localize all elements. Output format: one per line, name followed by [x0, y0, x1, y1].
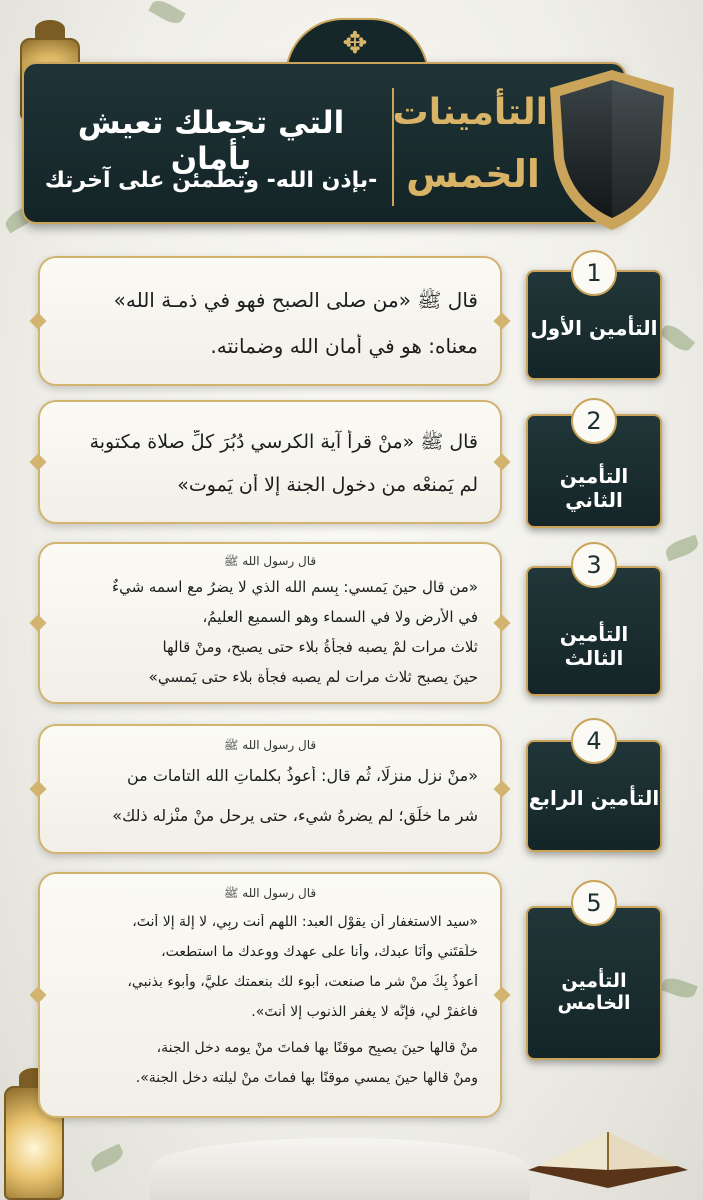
badge-4-label: التأمين الرابع — [528, 786, 660, 810]
number-circle-3: 3 — [571, 542, 617, 588]
card-5-intro: قال رسول الله ﷺ — [223, 886, 317, 900]
card-1-line-1: قال ﷺ «من صلى الصبح فهو في ذمـة الله» — [113, 288, 478, 312]
card-2-line-2: لم يَمنعْه من دخول الجنة إلا أن يَموت» — [177, 474, 478, 496]
ornament-icon: ✥ — [342, 26, 368, 61]
badge-1-label: التأمين الأول — [530, 316, 658, 340]
card-2 — [38, 400, 502, 524]
card-1-line-2: معناه: هو في أمان الله وضمانته. — [210, 334, 478, 358]
card-5-line-2: خلَقتَني وأنَا عبدك، وأنا على عهدك ووعدك ما استطعت، — [161, 944, 478, 960]
header-main-text: التي تجعلك تعيش بأمان — [77, 105, 345, 177]
badge-3-label: التأمين الثالث — [559, 622, 629, 670]
number-circle-2: 2 — [571, 398, 617, 444]
card-1 — [38, 256, 502, 386]
badge-2-label: التأمين الثاني — [559, 464, 629, 512]
card-5-line-6: ومنْ قالها حينَ يمسي موقنًا بها فماتَ منْ ليلته دخل الجنة». — [135, 1070, 478, 1086]
card-3-line-3: ثلاث مرات لمْ يصبه فجأةُ بلاء حتى يصبح، ومنْ قالها — [162, 638, 478, 656]
card-3-line-2: في الأرض ولا في السماء وهو السميع العليمُ، — [202, 608, 478, 626]
card-5-line-3: أعوذُ بِكَ منْ شرِ ما صنعت، أبوء لك بنعمتك عليَّ، وأبوء بذنبي، — [127, 974, 478, 990]
card-5-line-4: فاغفرْ لي، فإنَّه لا يغفر الذنوب إلا أنتَ». — [251, 1004, 478, 1020]
page-title-line2: الخمس — [406, 152, 540, 196]
card-3-line-4: حينَ يصبح ثلاث مرات لم يصبه فجأة بلاء حتى يَمسي» — [148, 668, 478, 686]
card-4-line-2: شرِ ما خلَق؛ لم يضرهُ شيء، حتى يرحل منْ منْزله ذلك» — [112, 806, 478, 825]
card-4 — [38, 724, 502, 854]
book-icon — [518, 1110, 698, 1190]
pedestal-decoration — [150, 1138, 530, 1200]
badge-5-label: التأمين الخامس — [557, 970, 631, 1014]
card-5-line-1: «سيد الاستغفار أن يقوْل العبد: اللهم أنت ربِي، لا إلهَ إلا أنتَ، — [132, 914, 478, 930]
card-3 — [38, 542, 502, 704]
number-circle-1: 1 — [571, 250, 617, 296]
header-sub-text: -بإذن الله- وتطمئن على آخرتك — [44, 168, 378, 193]
card-3-line-1: «من قال حينَ يَمسي: بِسم الله الذي لا يضرُ مع اسمه شيءٌ — [112, 578, 478, 596]
card-4-intro: قال رسول الله ﷺ — [223, 738, 317, 752]
shield-icon — [544, 66, 680, 234]
card-5-line-5: منْ قالها حينَ يصبِح موقنًا بها فماتَ منْ يومه دخل الجنة، — [156, 1040, 478, 1056]
number-circle-5: 5 — [571, 880, 617, 926]
card-5 — [38, 872, 502, 1118]
leaf-decoration — [660, 975, 697, 1002]
leaf-decoration — [88, 1144, 126, 1173]
leaf-decoration — [663, 535, 700, 562]
card-2-line-1: قال ﷺ «منْ قرأ آية الكرسي دُبُرَ كلِّ صلاة مكتوبة — [89, 431, 478, 453]
card-4-line-1: «منْ نزل منزلًا، ثُم قال: أعوذُ بكلماتِ الله التامات من — [126, 766, 478, 785]
page-title-line1: التأمينات — [392, 92, 548, 133]
badge-5 — [526, 906, 662, 1060]
leaf-decoration — [148, 0, 185, 27]
number-circle-4: 4 — [571, 718, 617, 764]
leaf-decoration — [659, 321, 695, 355]
card-3-intro: قال رسول الله ﷺ — [223, 554, 317, 568]
